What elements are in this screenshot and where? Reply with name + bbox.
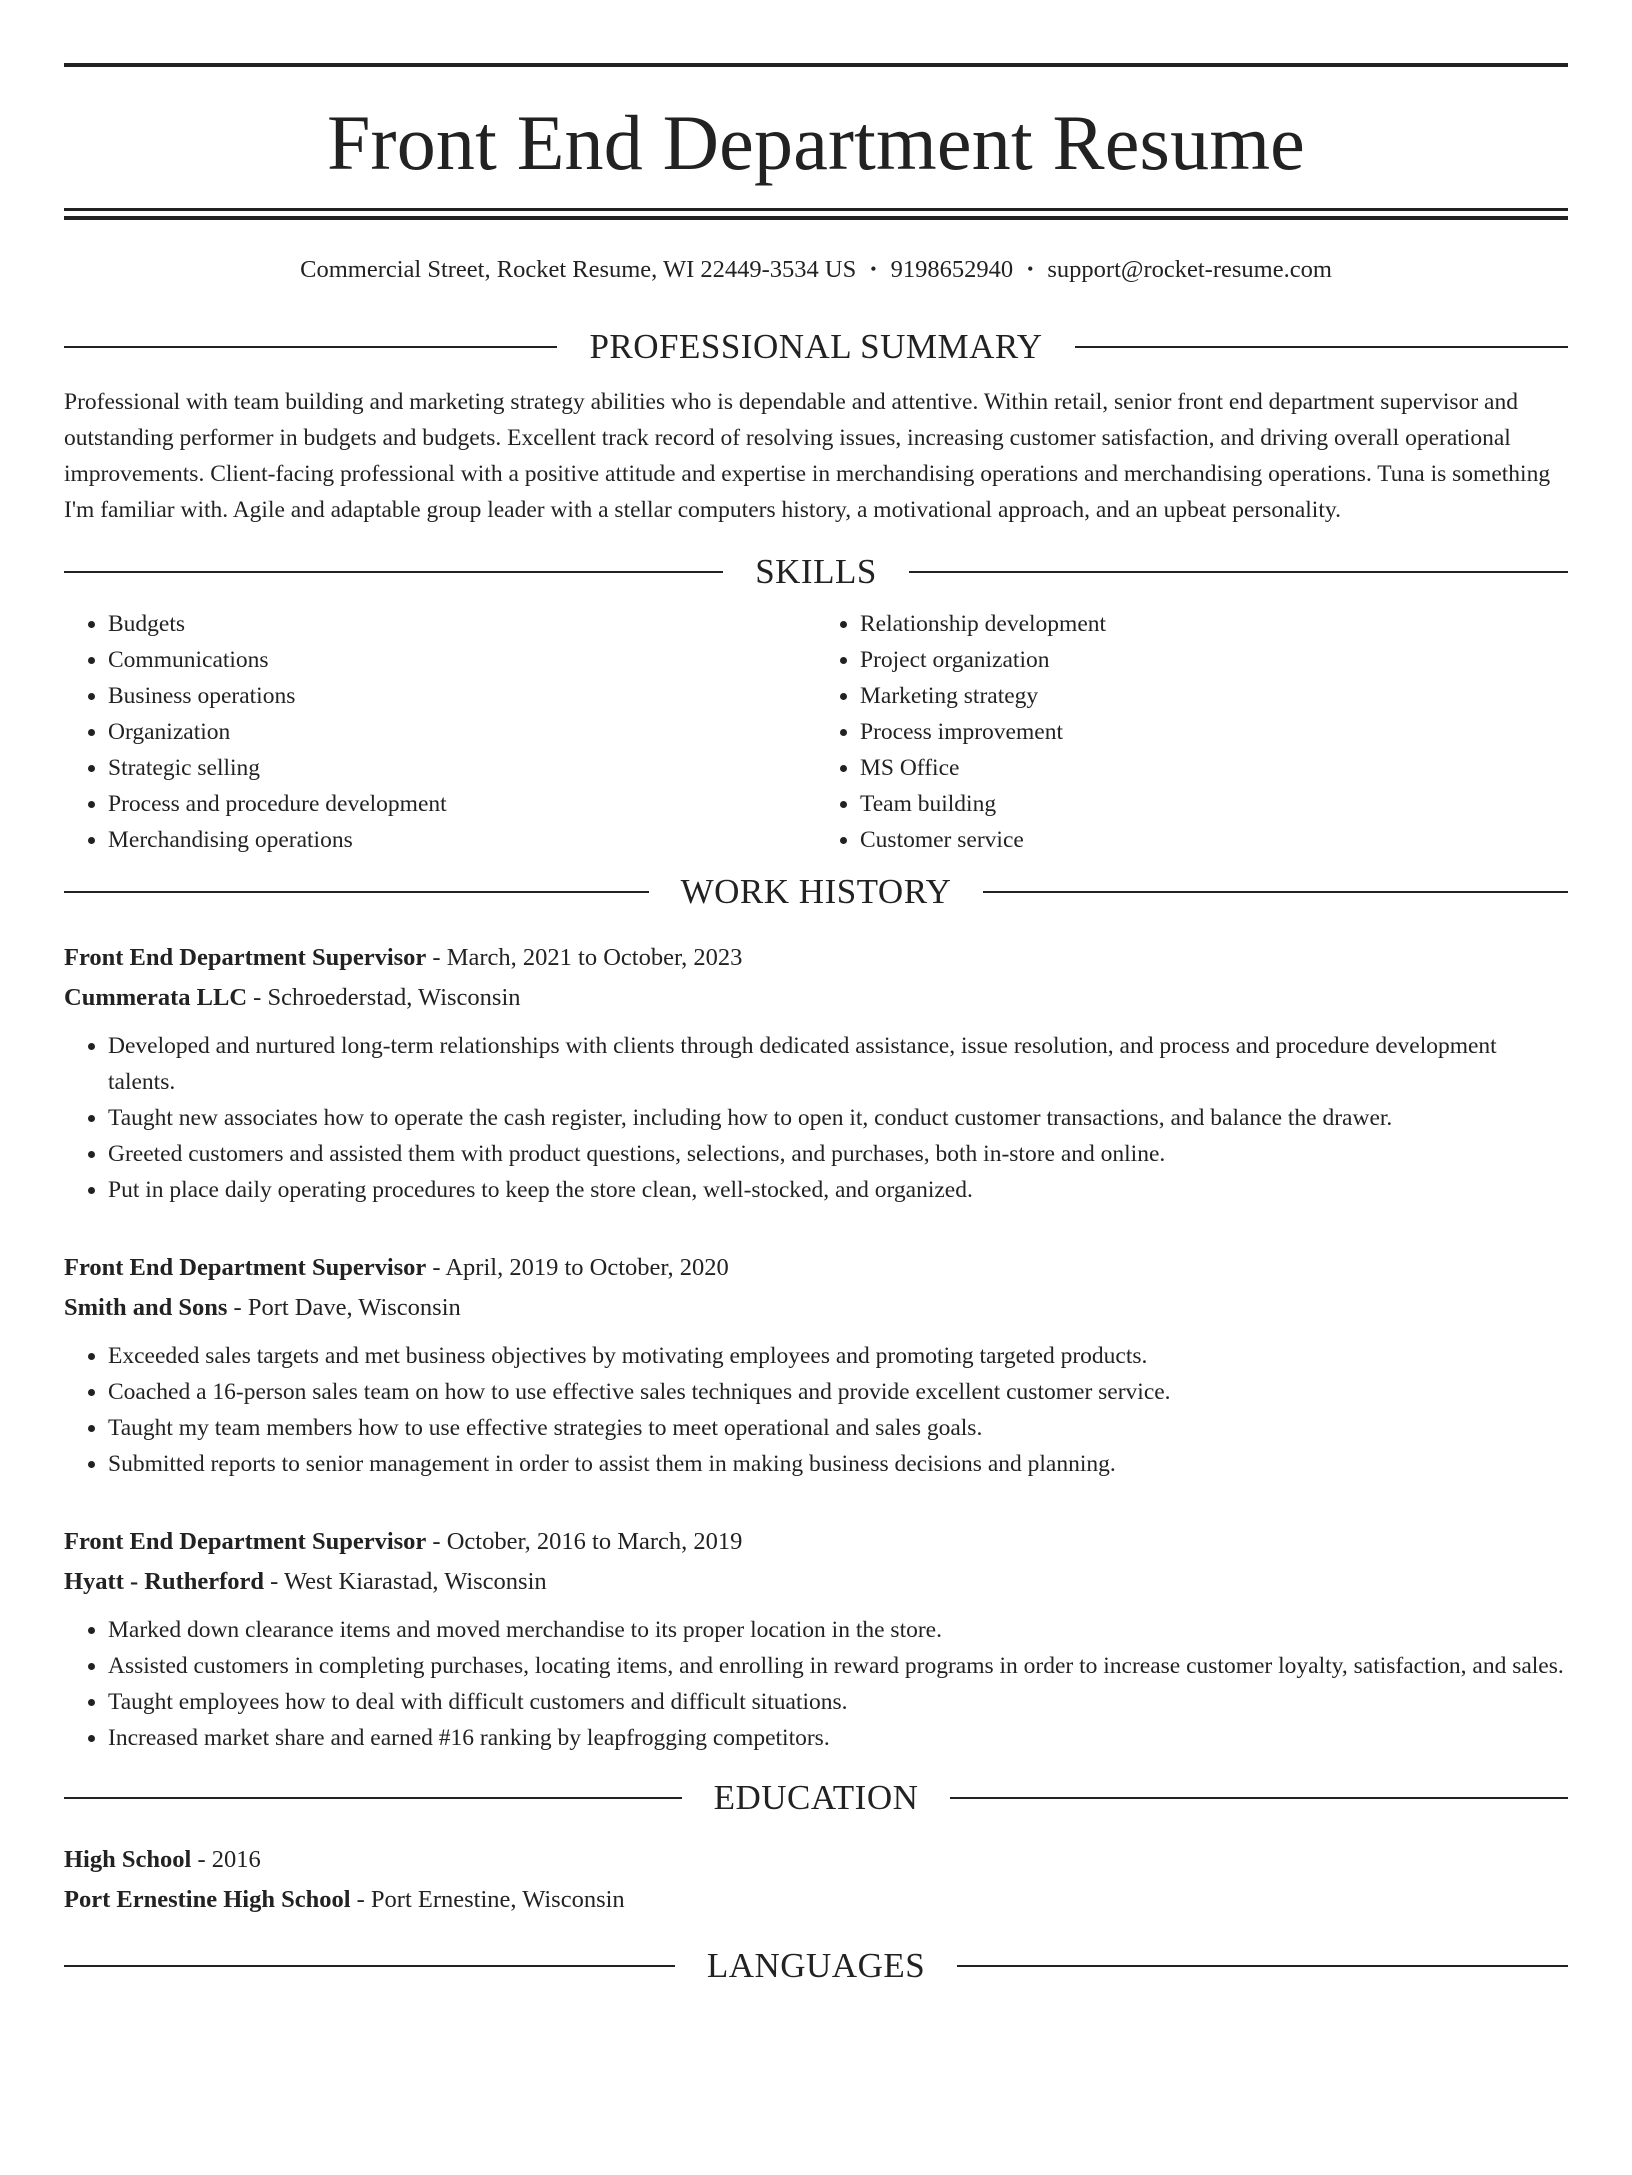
job-bullet: • Submitted reports to senior management in order to assist them in making business decisions and planning. [108,1446,1568,1482]
job-bullet: • Taught new associates how to operate the cash register, including how to open it, conduct customer transactions, and balance the drawer. [108,1100,1568,1136]
section-title-summary: PROFESSIONAL SUMMARY [589,327,1043,366]
contact-separator: • [870,259,877,279]
skill-item: • Marketing strategy [860,678,1568,714]
job-location: - West Kiarastad, Wisconsin [264,1568,547,1595]
section-header-work [64,872,1568,912]
skill-item: • Customer service [860,822,1568,858]
education-school: Port Ernestine High School [64,1886,351,1913]
section-title-education: EDUCATION [713,1778,919,1817]
skill-item: • Budgets [108,606,816,642]
job-bullets [64,1612,1568,1756]
skill-item: • Relationship development [860,606,1568,642]
job-title: Front End Department Supervisor [64,1528,427,1555]
education-degree: High School [64,1846,192,1873]
contact-line [64,255,1568,285]
section-header-education [64,1778,1568,1818]
section-header-languages [64,1946,1568,1986]
job-dates: - March, 2021 to October, 2023 [426,944,743,971]
job-company-line [64,1288,1568,1328]
section-rule [64,571,723,573]
job-bullets [64,1338,1568,1482]
job-title-line [64,1248,1568,1288]
job-bullet: • Taught my team members how to use effective strategies to meet operational and sales goals. [108,1410,1568,1446]
section-rule [983,891,1568,893]
skill-item: • Process improvement [860,714,1568,750]
education-school-line [64,1880,1568,1920]
contact-email: support@rocket-resume.com [1047,256,1332,283]
job-bullet: • Coached a 16-person sales team on how to use effective sales techniques and provide excellent customer service. [108,1374,1568,1410]
job-bullet: • Greeted customers and assisted them with product questions, selections, and purchases, both in-store and online. [108,1136,1568,1172]
job-company: Cummerata LLC [64,984,248,1011]
skill-item: • Communications [108,642,816,678]
job-company: Hyatt - Rutherford [64,1568,265,1595]
section-rule [64,1965,675,1967]
job-dates: - April, 2019 to October, 2020 [426,1254,729,1281]
skill-item: • Team building [860,786,1568,822]
job-bullet: • Put in place daily operating procedures to keep the store clean, well-stocked, and organized. [108,1172,1568,1208]
section-rule [64,1797,682,1799]
resume-page [0,63,1632,2175]
job-bullet: • Increased market share and earned #16 ranking by leapfrogging competitors. [108,1720,1568,1756]
contact-separator: • [1027,259,1034,279]
job-title-line [64,1522,1568,1562]
section-title-languages: LANGUAGES [706,1946,926,1985]
job-entry [64,1522,1568,1756]
contact-address: Commercial Street, Rocket Resume, WI 22449-3534 US [300,256,857,283]
job-title: Front End Department Supervisor [64,944,427,971]
section-header-skills [64,552,1568,592]
skill-item: • MS Office [860,750,1568,786]
skills-column-left [64,606,816,858]
job-location: - Schroederstad, Wisconsin [247,984,521,1011]
education-year: - 2016 [191,1846,261,1873]
section-title-skills: SKILLS [755,552,877,591]
section-rule [957,1965,1568,1967]
job-company: Smith and Sons [64,1294,228,1321]
section-header-summary [64,327,1568,367]
job-entry [64,938,1568,1208]
section-rule [64,346,557,348]
section-title-work: WORK HISTORY [680,872,952,911]
job-bullets [64,1028,1568,1208]
skill-item: • Business operations [108,678,816,714]
contact-phone: 9198652940 [890,256,1014,283]
resume-title: Front End Department Resume [326,99,1306,186]
job-dates: - October, 2016 to March, 2019 [426,1528,743,1555]
education-entry [64,1840,1568,1920]
section-rule [909,571,1568,573]
education-degree-line [64,1840,1568,1880]
title-double-rule [64,208,1568,220]
section-rule [950,1797,1568,1799]
skill-item: • Merchandising operations [108,822,816,858]
skills-list [64,606,1568,858]
section-rule [64,891,649,893]
education-location: - Port Ernestine, Wisconsin [350,1886,625,1913]
job-title-line [64,938,1568,978]
skill-item: • Strategic selling [108,750,816,786]
job-entry [64,1248,1568,1482]
section-rule [1075,346,1568,348]
skill-item: • Project organization [860,642,1568,678]
job-company-line [64,978,1568,1018]
job-company-line [64,1562,1568,1602]
job-bullet: • Taught employees how to deal with difficult customers and difficult situations. [108,1684,1568,1720]
job-bullet: • Developed and nurtured long-term relationships with clients through dedicated assistance, issue resolution, and process and procedure development talents. [108,1028,1568,1100]
work-history-list [64,938,1568,1756]
skills-column-right [816,606,1568,858]
job-bullet: • Marked down clearance items and moved merchandise to its proper location in the store. [108,1612,1568,1648]
job-location: - Port Dave, Wisconsin [227,1294,461,1321]
job-bullet: • Assisted customers in completing purchases, locating items, and enrolling in reward programs in order to increase customer loyalty, satisfaction, and sales. [108,1648,1568,1684]
skill-item: • Process and procedure development [108,786,816,822]
summary-text: Professional with team building and marketing strategy abilities who is dependable and attentive. Within retail, senior front end department supervisor and outstanding performer in budgets and budgets. Excellent track record of resolving issues, increasing customer satisfaction, and driving overall operational improvements. Client-facing professional with a positive attitude and expertise in merchandising operations and merchandising operations. Tuna is something I'm familiar with. Agile and adaptable group leader with a stellar computers history, a motivational approach, and an upbeat personality. [64,389,1551,523]
job-bullet: • Exceeded sales targets and met business objectives by motivating employees and promoting targeted products. [108,1338,1568,1374]
job-title: Front End Department Supervisor [64,1254,427,1281]
skill-item: • Organization [108,714,816,750]
